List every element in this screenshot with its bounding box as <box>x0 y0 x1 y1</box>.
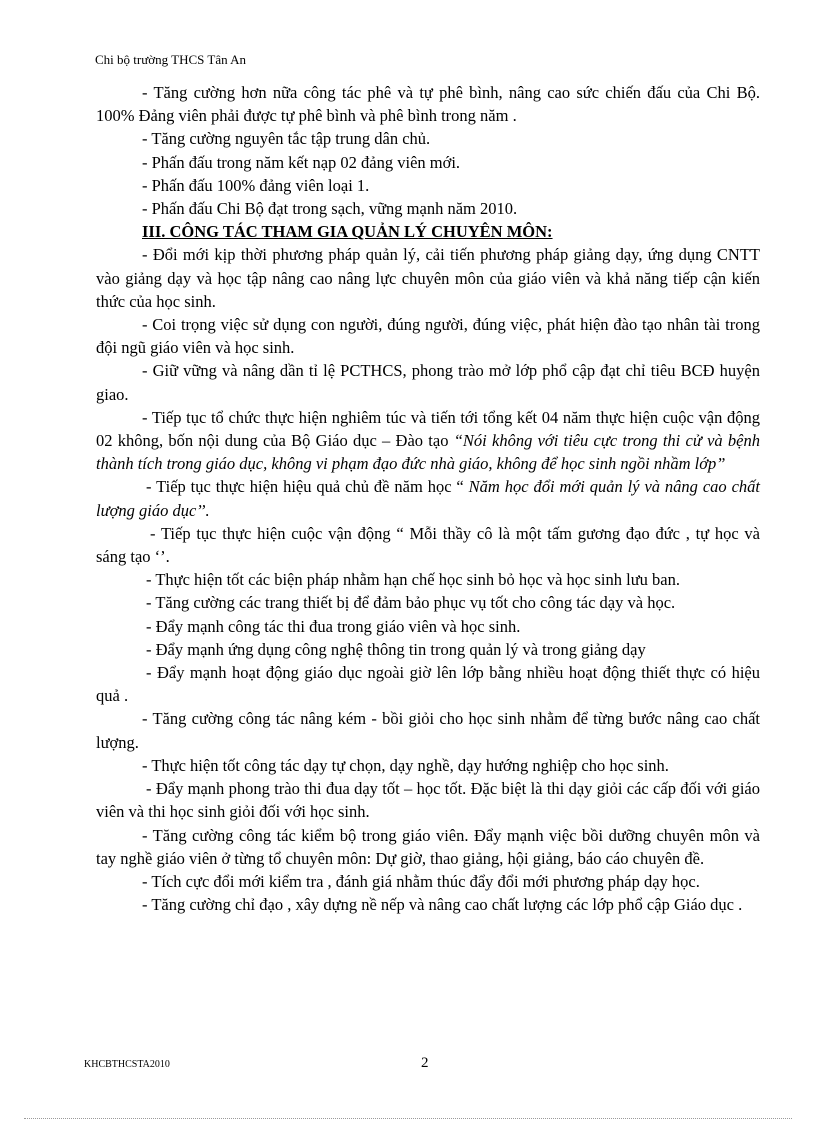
section-paragraph: - Thực hiện tốt công tác dạy tự chọn, dạy nghề, dạy hướng nghiệp cho học sinh. <box>142 755 669 775</box>
section-paragraph: - Tăng cường các trang thiết bị để đảm bảo phục vụ tốt cho công tác dạy và học. <box>146 593 676 613</box>
paragraph-text: - Tiếp tục thực hiện hiệu quả chủ đề năm học “ <box>146 477 469 497</box>
paragraph-self-criticism: - Tăng cường hơn nữa công tác phê và tự phê bình, nâng cao sức chiến đấu của Chi Bộ. 100% Đảng viên phải được tự phê bình và phê bình trong năm . <box>96 83 760 126</box>
paragraph-text: - Tiếp tục tổ chức thực hiện nghiêm túc và tiến tới tổng kết 04 năm thực hiện cuộc vận động 02 không, bốn nội dung của Bộ Giáo dục – Đào tạo <box>96 407 760 451</box>
page-number: 2 <box>421 1055 429 1071</box>
section-paragraph: - Coi trọng việc sử dụng con người, đúng người, đúng việc, phát hiện đào tạo nhân tài trong đội ngũ giáo viên và học sinh. <box>96 315 760 358</box>
paragraph-quote: “Nói không với tiêu cực trong thi cử và bệnh thành tích trong giáo dục, không vi phạm đạo đức nhà giáo, không để học sinh ngồi nhầm lớp” <box>96 431 760 474</box>
section-paragraph <box>96 475 760 521</box>
section-paragraph: - Tích cực đổi mới kiểm tra , đánh giá nhằm thúc đẩy đổi mới phương pháp dạy học. <box>142 871 700 891</box>
document-body <box>96 81 760 916</box>
section-paragraph: - Thực hiện tốt các biện pháp nhằm hạn chế học sinh bỏ học và học sinh lưu ban. <box>146 570 680 590</box>
section-paragraph: - Tăng cường công tác kiểm bộ trong giáo viên. Đẩy mạnh việc bồi dưỡng chuyên môn và tay nghề giáo viên ở từng tổ chuyên môn: Dự giờ, thao giảng, hội giảng, báo cáo chuyên đề. <box>96 825 760 868</box>
section-paragraph <box>96 406 760 476</box>
footer-code: KHCBTHCSTA2010 <box>84 1059 170 1070</box>
section-paragraph: - Đẩy mạnh phong trào thi đua dạy tốt – học tốt. Đặc biệt là thi dạy giỏi các cấp đối với giáo viên và thi học sinh giỏi đối với học sinh. <box>96 779 760 822</box>
section-paragraph: - Giữ vững và nâng dần tỉ lệ PCTHCS, phong trào mở lớp phổ cập đạt chỉ tiêu BCĐ huyện giao. <box>96 361 760 404</box>
section-paragraph: - Tiếp tục thực hiện cuộc vận động “ Mỗi thầy cô là một tấm gương đạo đức , tự học và sáng tạo ‘’. <box>96 523 760 567</box>
section-paragraph: - Tăng cường chỉ đạo , xây dựng nề nếp và nâng cao chất lượng các lớp phổ cập Giáo dục . <box>142 895 743 915</box>
section-paragraph: - Đẩy mạnh hoạt động giáo dục ngoài giờ lên lớp bằng nhiều hoạt động thiết thực có hiệu quả . <box>96 663 760 706</box>
page-header: Chi bộ trường THCS Tân An <box>95 52 247 67</box>
paragraph-member-rating: - Phấn đấu 100% đảng viên loại 1. <box>142 175 370 195</box>
bottom-divider <box>24 1118 792 1119</box>
paragraph-quote: Năm học đổi mới quản lý và nâng cao chất lượng giáo dục’’. <box>96 477 760 520</box>
paragraph-new-members: - Phấn đấu trong năm kết nạp 02 đảng viên mới. <box>142 152 461 172</box>
section-heading: III. CÔNG TÁC THAM GIA QUẢN LÝ CHUYÊN MÔN: <box>142 222 553 242</box>
paragraph-strong-branch: - Phấn đấu Chi Bộ đạt trong sạch, vững mạnh năm 2010. <box>142 199 518 219</box>
section-paragraph: - Đẩy mạnh ứng dụng công nghệ thông tin trong quản lý và trong giảng dạy <box>146 639 646 659</box>
section-paragraph: - Đổi mới kịp thời phương pháp quản lý, cải tiến phương pháp giảng dạy, ứng dụng CNTT vào giảng dạy và học tập nâng cao nâng lực chuyên môn của giáo viên và khả năng tiếp cận kiến thức của học sinh. <box>96 245 760 311</box>
section-paragraph: - Đẩy mạnh công tác thi đua trong giáo viên và học sinh. <box>146 616 521 636</box>
section-paragraph: - Tăng cường công tác nâng kém - bồi giỏi cho học sinh nhằm để từng bước nâng cao chất lượng. <box>96 709 760 752</box>
paragraph-democratic-centralism: - Tăng cường nguyên tắc tập trung dân chủ. <box>142 129 431 149</box>
